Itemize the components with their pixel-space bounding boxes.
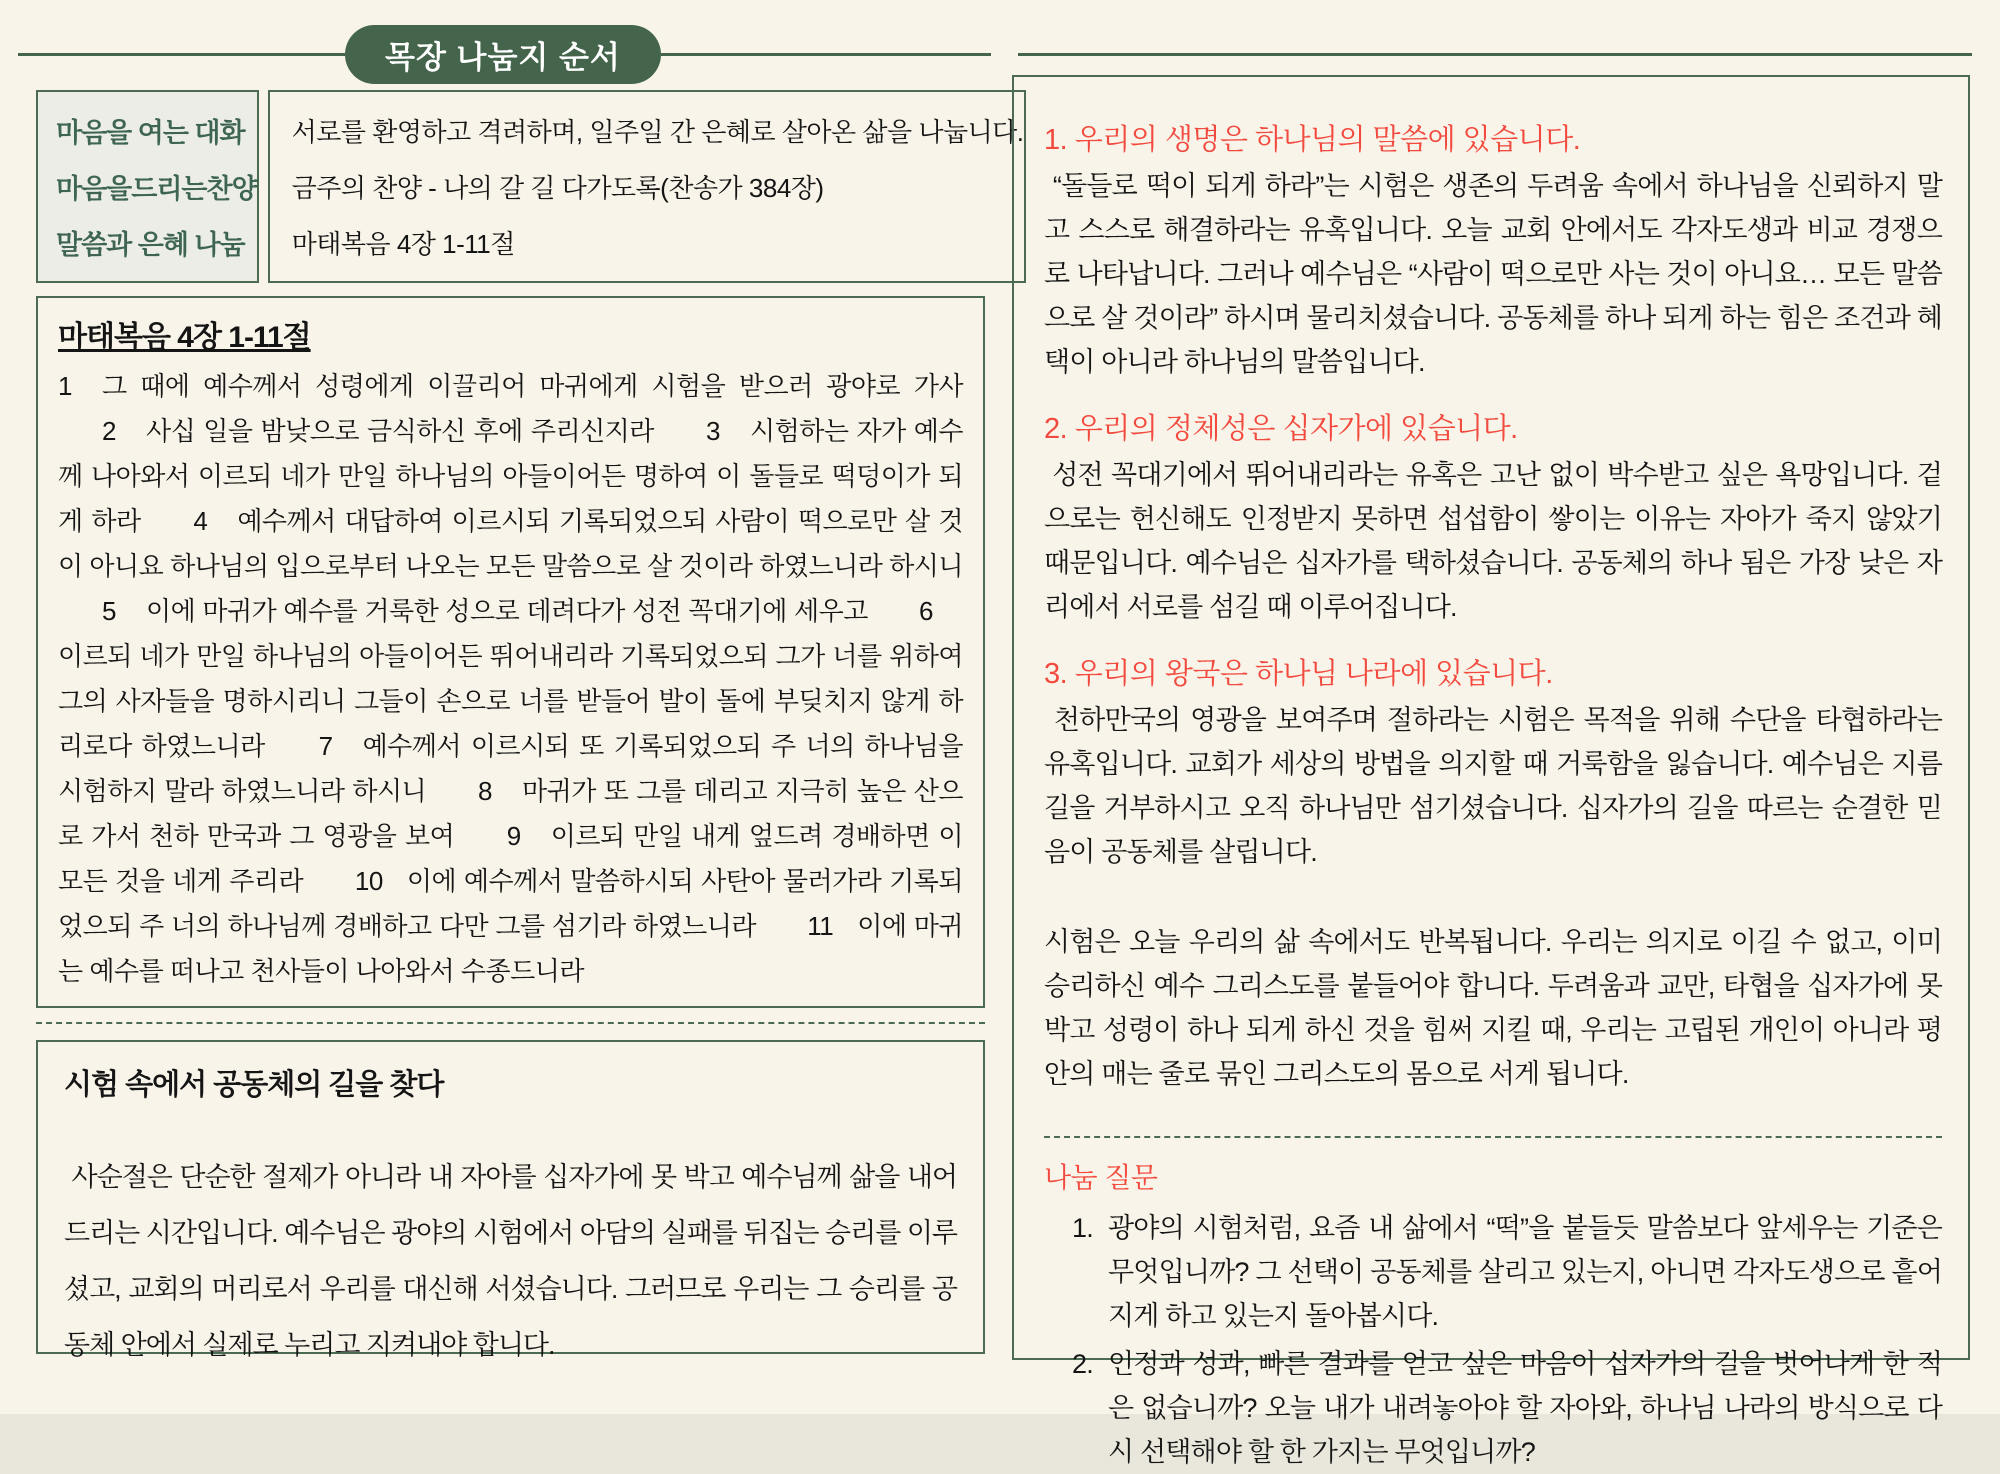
verse-number: 11	[807, 911, 834, 941]
scripture-title: 마태복음 4장 1-11절	[58, 321, 311, 354]
question-number: 2.	[1072, 1349, 1093, 1379]
question-text: 인정과 성과, 빠른 결과를 얻고 싶은 마음이 십자가의 길을 벗어나게 한 적은 없습니까? 오늘 내가 내려놓아야 할 자아와, 하나님 나라의 방식으로 다시 선택해야 할 한 가지는 무엇입니까?	[1108, 1349, 1942, 1467]
scripture-text	[58, 364, 963, 994]
verse-number: 6	[919, 596, 933, 626]
meeting-order-table	[36, 90, 1024, 283]
scripture-verse	[58, 416, 654, 446]
verse-text: 이에 마귀가 예수를 거룩한 성으로 데려다가 성전 꼭대기에 세우고	[146, 596, 868, 626]
closing-paragraph: 시험은 오늘 우리의 삶 속에서도 반복됩니다. 우리는 의지로 이길 수 없고, 이미 승리하신 예수 그리스도를 붙들어야 합니다. 두려움과 교만, 타협을 십자가에 못 박고 성령이 하나 되게 하신 것을 힘써 지킬 때, 우리는 고립된 개인이 아니라 평안의 매는 줄로 묶인 그리스도의 몸으로 서게 됩니다.	[1044, 927, 1942, 1089]
reflection-title: 시험 속에서 공동체의 길을 찾다	[64, 1069, 444, 1101]
scripture-verse	[58, 371, 963, 401]
point-body: 성전 꼭대기에서 뛰어내리라는 유혹은 고난 없이 박수받고 싶은 욕망입니다. 겉으로는 헌신해도 인정받지 못하면 섭섭함이 쌓이는 이유는 자아가 죽지 않았기 때문입니다. 예수님은 십자가를 택하셨습니다. 공동체의 하나 됨은 가장 낮은 자리에서 서로를 섬길 때 이루어집니다.	[1044, 460, 1942, 622]
message-outline-box	[1012, 75, 1970, 1467]
order-content: 서로를 환영하고 격려하며, 일주일 간 은혜로 살아온 삶을 나눕니다.	[291, 116, 1024, 147]
order-content-column	[268, 90, 1026, 283]
verse-text: 예수께서 대답하여 이르시되 기록되었으되 사람이 떡으로만 살 것이 아니요 하나님의 입으로부터 나오는 모든 말씀으로 살 것이라 하였느니라 하시니	[58, 506, 963, 581]
scripture-verse	[58, 596, 868, 626]
verse-number: 5	[102, 596, 116, 626]
order-content: 금주의 찬양 - 나의 갈 길 다가도록(찬송가 384장)	[291, 172, 824, 203]
verse-number: 4	[193, 506, 208, 536]
reflection-body: 사순절은 단순한 절제가 아니라 내 자아를 십자가에 못 박고 예수님께 삶을 내어 드리는 시간입니다. 예수님은 광야의 시험에서 아담의 실패를 뒤집는 승리를 이루셨고, 교회의 머리로서 우리를 대신해 서셨습니다. 그러므로 우리는 그 승리를 공동체 안에서 실제로 누리고 지켜내야 합니다.	[64, 1162, 957, 1360]
question-item	[1072, 1206, 1942, 1338]
verse-text: 이르되 만일 내게 엎드려 경배하면 이 모든 것을 네게 주리라	[58, 821, 963, 896]
verse-number: 2	[102, 416, 116, 446]
verse-text: 이에 예수께서 말씀하시되 사탄아 물러가라 기록되었으되 주 너의 하나님께 경배하고 다만 그를 섬기라 하였느니라	[58, 866, 963, 941]
question-number: 1.	[1072, 1213, 1093, 1243]
verse-text: 예수께서 이르시되 또 기록되었으되 주 너의 하나님을 시험하지 말라 하였느니라 하시니	[58, 731, 963, 806]
order-label: 마음을드리는찬양	[56, 173, 257, 204]
header-rule-mid	[661, 53, 991, 56]
header-rule-left	[18, 53, 345, 56]
point-heading: 2. 우리의 정체성은 십자가에 있습니다.	[1044, 413, 1518, 445]
point-body: 천하만국의 영광을 보여주며 절하라는 시험은 목적을 위해 수단을 타협하라는 유혹입니다. 교회가 세상의 방법을 의지할 때 거룩함을 잃습니다. 예수님은 지름길을 거부하시고 오직 하나님만 섬기셨습니다. 십자가의 길을 따르는 순결한 믿음이 공동체를 살립니다.	[1044, 705, 1942, 867]
verse-text: 이에 마귀는 예수를 떠나고 천사들이 나아와서 수종드니라	[58, 911, 963, 986]
message-point	[1044, 406, 1942, 629]
verse-text: 이르되 네가 만일 하나님의 아들이어든 뛰어내리라 기록되었으되 그가 너를 위하여 그의 사자들을 명하시리니 그들이 손으로 너를 받들어 발이 돌에 부딪치지 않게 하리로다 하였느니라	[58, 641, 963, 761]
verse-number: 7	[318, 731, 333, 761]
sharing-questions-title: 나눔 질문	[1044, 1162, 1158, 1193]
message-point	[1044, 651, 1942, 874]
message-points	[1044, 117, 1942, 874]
header-rule-right	[1018, 53, 1972, 56]
left-dashed-divider	[36, 1022, 985, 1024]
question-item	[1072, 1342, 1942, 1474]
order-label: 말씀과 은혜 나눔	[56, 230, 245, 261]
page-title: 목장 나눔지 순서	[345, 25, 661, 84]
scripture-passage-box	[36, 296, 985, 1008]
point-heading: 3. 우리의 왕국은 하나님 나라에 있습니다.	[1044, 658, 1553, 690]
order-label: 마음을 여는 대화	[56, 117, 245, 148]
verse-text: 마귀가 또 그를 데리고 지극히 높은 산으로 가서 천하 만국과 그 영광을 보여	[58, 776, 964, 851]
page-header	[18, 30, 1972, 78]
order-label-column	[36, 90, 259, 283]
point-body: “돌들로 떡이 되게 하라”는 시험은 생존의 두려움 속에서 하나님을 신뢰하지 말고 스스로 해결하라는 유혹입니다. 오늘 교회 안에서도 각자도생과 비교 경쟁으로 나타납니다. 그러나 예수님은 “사람이 떡으로만 사는 것이 아니요… 모든 말씀으로 살 것이라” 하시며 물리치셨습니다. 공동체를 하나 되게 하는 힘은 조건과 혜택이 아니라 하나님의 말씀입니다.	[1044, 171, 1942, 377]
right-dashed-divider	[1044, 1136, 1942, 1138]
sharing-questions-list	[1044, 1206, 1942, 1474]
verse-text: 그 때에 예수께서 성령에게 이끌리어 마귀에게 시험을 받으러 광야로 가사	[102, 371, 963, 401]
header-rule-gap	[991, 53, 1018, 56]
verse-text: 사십 일을 밤낮으로 금식하신 후에 주리신지라	[146, 416, 654, 446]
verse-number: 8	[478, 776, 493, 806]
verse-number: 3	[705, 416, 720, 446]
verse-number: 9	[506, 821, 521, 851]
left-column	[36, 90, 1024, 1360]
order-content: 마태복음 4장 1-11절	[291, 229, 515, 260]
point-heading: 1. 우리의 생명은 하나님의 말씀에 있습니다.	[1044, 124, 1581, 156]
verse-number: 10	[354, 866, 383, 896]
verse-number: 1	[58, 371, 72, 401]
verse-text: 시험하는 자가 예수께 나아와서 이르되 네가 만일 하나님의 아들이어든 명하여 이 돌들로 떡덩이가 되게 하라	[58, 416, 963, 536]
question-text: 광야의 시험처럼, 요즘 내 삶에서 “떡”을 붙들듯 말씀보다 앞세우는 기준은 무엇입니까? 그 선택이 공동체를 살리고 있는지, 아니면 각자도생으로 흩어지게 하고 있는지 돌아봅시다.	[1108, 1213, 1942, 1331]
reflection-box	[36, 1040, 985, 1360]
scripture-verse	[58, 506, 963, 581]
message-point	[1044, 117, 1942, 384]
